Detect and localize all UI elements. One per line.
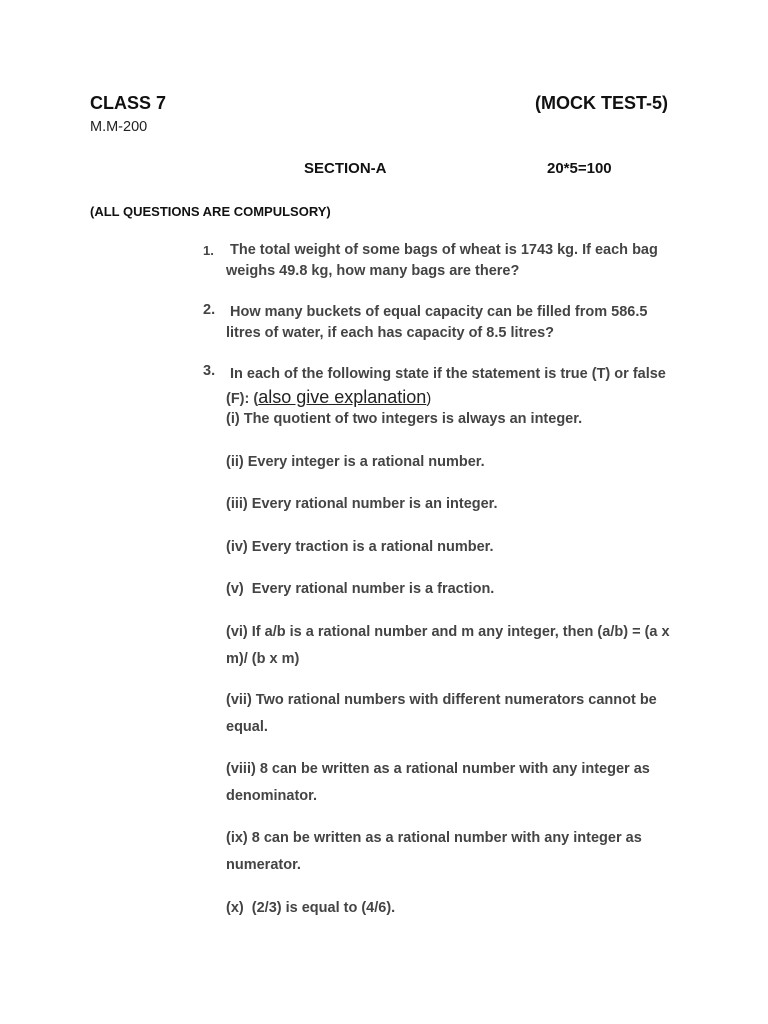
instructions: (ALL QUESTIONS ARE COMPULSORY) bbox=[90, 204, 331, 219]
subpart-ii: (ii) Every integer is a rational number. bbox=[226, 454, 485, 470]
question-text-1-content: The total weight of some bags of wheat is 1743 kg. If each bag weighs 49.8 kg, how many bags are there? bbox=[226, 242, 658, 279]
max-marks: M.M-200 bbox=[90, 119, 148, 135]
question-text-2-content: How many buckets of equal capacity can be filled from 586.5 litres of water, if each has capacity of 8.5 litres? bbox=[226, 304, 648, 341]
subpart-x: (x) (2/3) is equal to (4/6). bbox=[226, 900, 396, 916]
subpart-i: (i) The quotient of two integers is always an integer. bbox=[226, 411, 583, 427]
explanation-note: also give explanation bbox=[258, 387, 427, 407]
section-title: SECTION-A bbox=[304, 160, 387, 177]
question-text-1 bbox=[226, 240, 682, 282]
subpart-iii: (iii) Every rational number is an integer. bbox=[226, 496, 498, 512]
question-number-1: 1. bbox=[203, 243, 214, 258]
question-number-3: 3. bbox=[203, 363, 216, 379]
subpart-vii: (vii) Two rational numbers with different numerators cannot be equal. bbox=[226, 692, 657, 735]
class-title: CLASS 7 bbox=[90, 93, 167, 113]
section-marks: 20*5=100 bbox=[547, 160, 612, 177]
question-text-3 bbox=[226, 363, 682, 411]
question-text-2 bbox=[226, 302, 682, 344]
subpart-iv: (iv) Every traction is a rational number. bbox=[226, 539, 494, 555]
subpart-vi: (vi) If a/b is a rational number and m any integer, then (a/b) = (a x m)/ (b x m) bbox=[226, 624, 670, 667]
mock-test-title: (MOCK TEST-5) bbox=[535, 93, 668, 113]
question-text-3-suffix: ) bbox=[426, 391, 432, 407]
question-number-2: 2. bbox=[203, 302, 216, 318]
subpart-viii: (viii) 8 can be written as a rational number with any integer as denominator. bbox=[226, 761, 650, 804]
subpart-ix: (ix) 8 can be written as a rational number with any integer as numerator. bbox=[226, 830, 642, 873]
subpart-v: (v) Every rational number is a fraction. bbox=[226, 581, 495, 597]
question-text-3-prefix: In each of the following state if the statement is true (T) or false (F): ( bbox=[226, 366, 666, 407]
